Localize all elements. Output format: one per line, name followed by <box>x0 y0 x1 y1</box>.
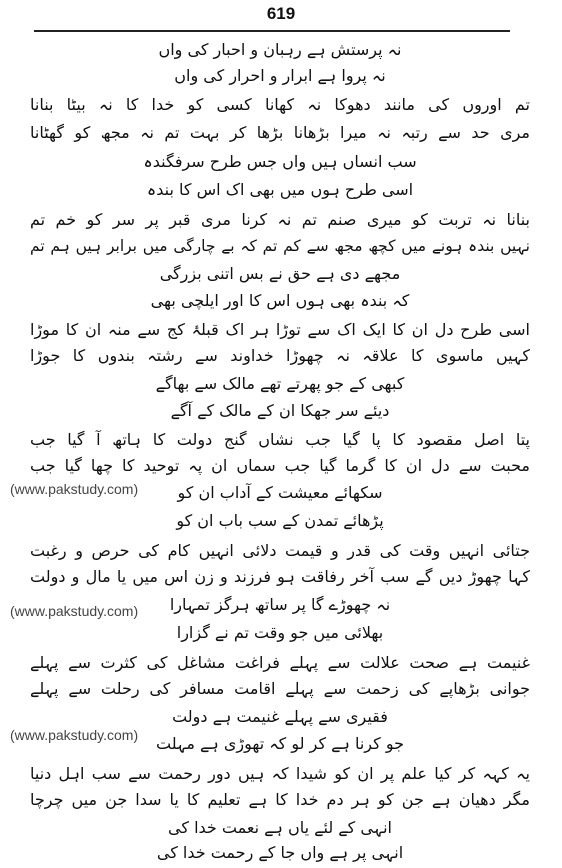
verse-line: کہ بندہ بھی ہوں اس کا اور ایلچی بھی <box>150 291 410 310</box>
verse-line: سکھائے معیشت کے آداب ان کو <box>177 483 383 502</box>
verse-line: دیئے سر جھکا ان کے مالک کے آگے <box>170 401 390 420</box>
watermark-text: (www.pakstudy.com) <box>10 727 139 743</box>
verse-line: فقیری سے پہلے غنیمت ہے دولت <box>172 707 388 726</box>
page-number: 619 <box>266 4 296 23</box>
verse-line: نہ پروا ہے ابرار و احرار کی واں <box>174 66 386 85</box>
verse-line: کہیں ماسوی کا علاقہ نہ چھوڑا خداوند سے رشتہ بندوں کا جوڑا <box>30 346 530 365</box>
verse-line: مری حد سے رتبہ نہ میرا بڑھانا بڑھا کر بہت تم نہ مجھ کو گھٹانا <box>30 123 530 142</box>
verse-line: جوانی بڑھاپے کی زحمت سے پہلے اقامت مسافر کی رحلت سے پہلے <box>30 679 530 698</box>
verse-line: کبھی کے جو پھرتے تھے مالک سے بھاگے <box>155 374 405 393</box>
verse-line: نہ چھوڑے گا پر ساتھ ہرگز تمہارا <box>169 595 391 614</box>
verse-line: پڑھائے تمدن کے سب باب ان کو <box>176 511 384 530</box>
header-rule <box>34 30 510 32</box>
verse-line: جتائی انہیں وقت کی قدر و قیمت دلائی انہیں کام کی حرص و رغبت <box>30 541 530 560</box>
verse-line: بنانا نہ تربت کو میری صنم تم نہ کرنا مری قبر پر سر کو خم تم <box>30 210 530 229</box>
verse-line: اسی طرح ہوں میں بھی اک اس کا بندہ <box>146 180 414 199</box>
verse-line: محبت سے دل ان کا گرما گیا جب سماں ان پہ توحید کا چھا گیا جب <box>30 456 531 475</box>
verse-line: اسی طرح دل ان کا ایک اک سے توڑا ہر اک قبلۂ کج سے منہ ان کا موڑا <box>30 320 530 339</box>
verse-line: بھلائی میں جو وقت تم نے گزارا <box>176 623 384 642</box>
verse-line: پتا اصل مقصود کا پا گیا جب نشاں گنج دولت کا ہاتھ آ گیا جب <box>30 430 530 449</box>
verse-line: کہا چھوڑ دیں گے سب آخر رفاقت ہو فرزند و زن اس میں یا مال و دولت <box>30 567 530 586</box>
verse-line: مگر دھیان ہے جن کو ہر دم خدا کا ہے تعلیم کا یا سدا جن میں چرچا <box>30 790 530 809</box>
verse-line: انہی پر ہے واں جا کے رحمت خدا کی <box>156 843 404 862</box>
verse-line: نہیں بندہ ہونے میں کچھ مجھ سے کم تم کہ بے چارگی میں برابر ہیں ہم تم <box>30 237 530 255</box>
watermark-text: (www.pakstudy.com) <box>10 481 139 497</box>
verse-line: غنیمت ہے صحت علالت سے پہلے فراغت مشاغل کی کثرت سے پہلے <box>30 653 530 672</box>
verse-line: تم اوروں کی مانند دھوکا نہ کھانا کسی کو خدا کا نہ بیٹا بنانا <box>30 95 530 114</box>
watermark-text: (www.pakstudy.com) <box>10 603 139 619</box>
verse-line: نہ پرستش ہے رہبان و احبار کی واں <box>158 40 402 59</box>
verse-line: انہی کے لئے یاں ہے نعمت خدا کی <box>168 818 392 837</box>
verse-line: سب انساں ہیں واں جس طرح سرفگندہ <box>143 152 417 171</box>
verse-line: یہ کہہ کر کیا علم پر ان کو شیدا کہ ہیں دور رحمت سے سب اہل دنیا <box>30 764 530 783</box>
verse-line: جو کرنا ہے کر لو کہ تھوڑی ہے مہلت <box>156 734 404 753</box>
verse-line: مجھے دی ہے حق نے بس اتنی بزرگی <box>159 264 401 283</box>
